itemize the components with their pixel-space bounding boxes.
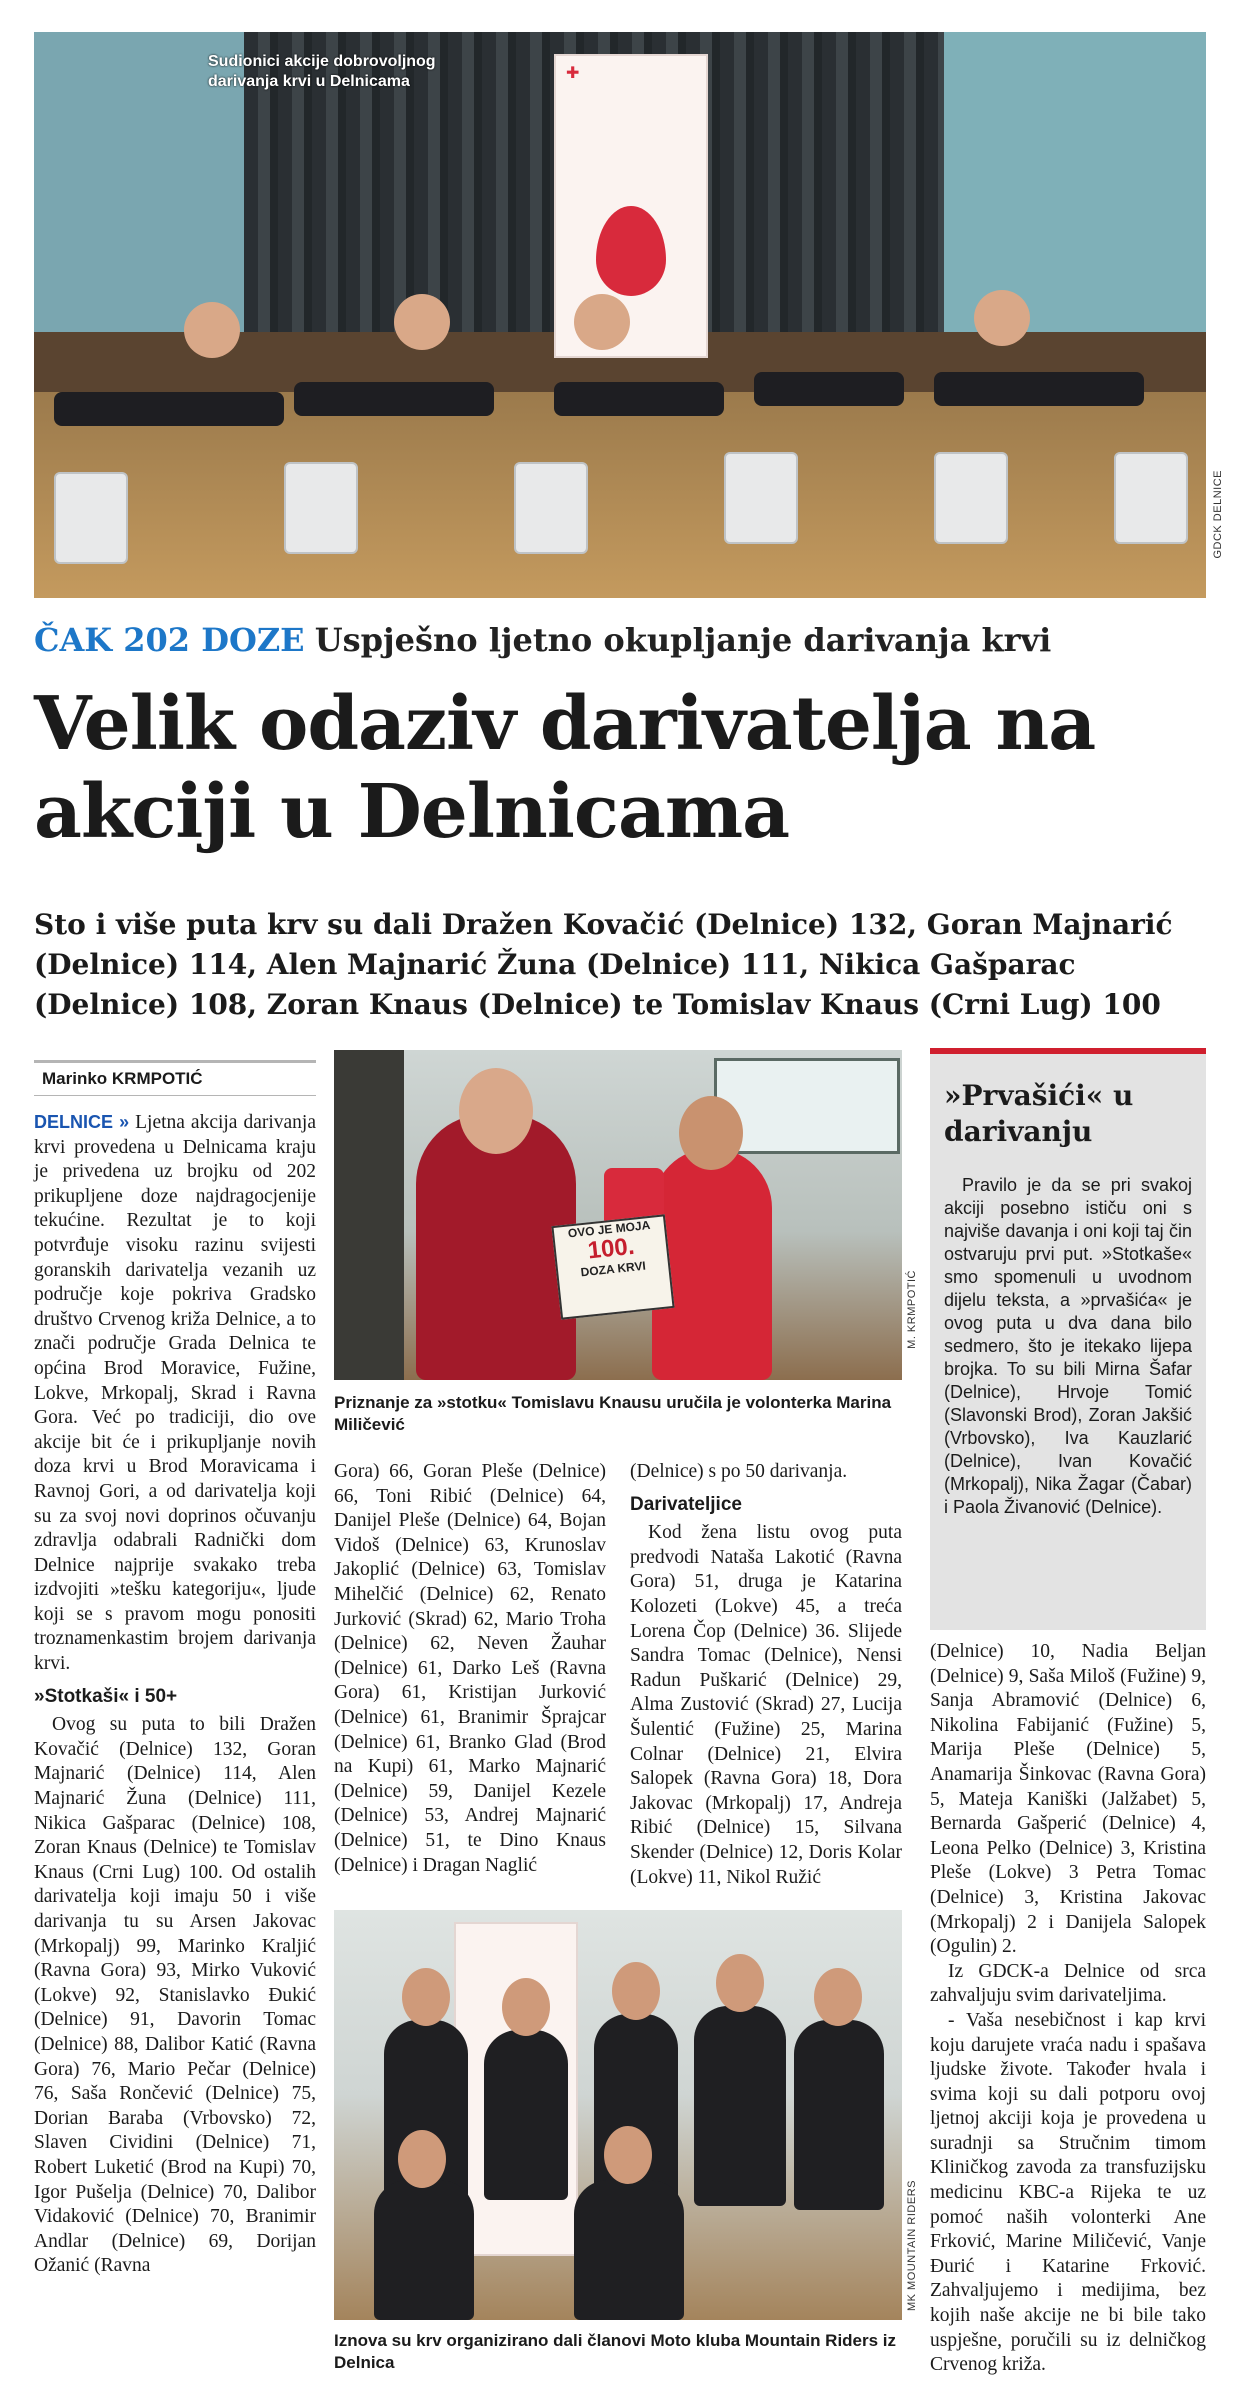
photo-caption: Priznanje za »stotku« Tomislavu Knausu uručila je volonterka Marina Miličević — [334, 1393, 892, 1434]
donation-machine — [934, 452, 1008, 544]
headline: Velik odaziv darivatelja na akciji u Delnicama — [34, 681, 1096, 855]
article-column-2a — [334, 1460, 606, 1878]
photo-award-presentation — [334, 1050, 902, 1380]
article-lead — [34, 1110, 316, 1677]
photo-biker-head — [402, 1968, 450, 2026]
photo-biker — [794, 2020, 884, 2210]
photo-biker — [574, 2180, 684, 2320]
photo-credit: GDCK DELNICE — [1212, 470, 1224, 559]
photo-caption: Iznova su krv organizirano dali članovi Moto kluba Mountain Riders iz Delnica — [334, 2331, 897, 2372]
donor-person — [974, 290, 1030, 346]
lead-text: Ljetna akcija darivanja krvi provedena u Delnicama kraju je privedena uz brojku od 202 prikupljene doze najdragocjenije tekućine. Rezultat je to koji potvrđuje visoku razinu svijesti goranskih darivatelja vezanih uz područje koje pokriva Gradsko društvo Crvenog križa Delnice, a to znači područje Grada Delnica te općina Brod Moravice, Fužine, Lokve, Mrkopalj, Skrad i Ravna Gora. Već po tradiciji, dio ove akcije bit će i prikupljanje novih doza krvi u Brod Moravicama i Ravnoj Gori, a od darivatelja koji su za svoj novi doprinos očuvanju zdravlja odabrali Radnički dom Delnice najprije svakako treba izdvojiti »tešku kategoriju«, ljude koji se s pravom mogu ponositi troznamenkastim brojem darivanja krvi. — [34, 1112, 316, 1675]
blood-drop-icon — [596, 206, 666, 296]
photo-biker — [374, 2180, 474, 2320]
photo-moto-club — [334, 1910, 902, 2320]
photo-biker — [484, 2030, 568, 2200]
paragraph: Ovog su puta to bili Dražen Kovačić (Delnice) 132, Goran Majnarić (Delnice) 114, Alen Majnarić Žuna (Delnice) 111, Nikica Gašparac (Delnice) 108, Zoran Knaus (Delnice) te Tomislav Knaus (Crni Lug) 100. Od ostalih darivatelja koji imaju 50 i više darivanja tu su Arsen Jakovac (Mrkopalj) 99, Marinko Kraljić (Ravna Gora) 93, Mirko Vuković (Lokve) 92, Stanislavko Đukić (Delnice) 91, Davorin Tomac (Delnice) 88, Dalibor Katić (Ravna Gora) 76, Mario Pečar (Delnice) 76, Saša Rončević (Delnice) 75, Dorian Baraba (Vrbovsko) 72, Slaven Cividini (Delnice) 71, Robert Luketić (Brod na Kupi) 70, Igor Pušelja (Delnice) 70, Dalibor Vidaković (Delnice) 70, Branimir Andlar (Delnice) 69, Dorijan Ožanić (Ravna — [34, 1714, 316, 2277]
paragraph: Gora) 66, Goran Pleše (Delnice) 66, Toni Ribić (Delnice) 64, Danijel Pleše (Delnice) 64, Bojan Vidoš (Delnice) 63, Krunoslav Jakoplić (Delnice) 63, Tomislav Mihelčić (Delnice) 62, Renato Jurković (Skrad) 62, Mario Troha (Delnice) 62, Neven Žauhar (Delnice) 61, Darko Leš (Ravna Gora) 61, Kristijan Jurković (Delnice) 61, Branimir Šprajcar (Delnice) 61, Branko Glad (Brod na Kupi) 61, Marko Majnarić (Delnice) 59, Danijel Kezele (Delnice) 53, Andrej Majnarić (Delnice) 51, te Dino Knaus (Delnice) i Dragan Naglić — [334, 1461, 606, 1876]
sidebar-paragraph: Pravilo je da se pri svakoj akciji posebno ističu oni s najviše davanja i oni koji taj čin ostvaruju prvi put. »Stotkaše« smo spomenuli u uvodnom dijelu teksta, a »prvašića« je ovog puta u dva dana bilo sedmero, što je itekako lijepa brojka. To su bili Mirna Šafar (Delnice), Hrvoje Tomić (Slavonski Brod), Zoran Jakšić (Vrbovsko), Iva Kauzlarić (Delnice), Ivan Kovačić (Mrkopalj), Nika Žagar (Čabar) i Paola Živanović (Delnice). — [944, 1175, 1192, 1517]
donor-bed — [754, 372, 904, 406]
photo-credit: M. KRMPOTIĆ — [906, 1270, 918, 1349]
dateline: DELNICE » — [34, 1112, 130, 1132]
donor-bed — [54, 392, 284, 426]
section-heading-stotkasi: »Stotkaši« i 50+ — [34, 1685, 178, 1707]
donor-person — [574, 294, 630, 350]
sign-line: OVO JE MOJA — [567, 1217, 651, 1241]
photo-biker-head — [814, 1968, 862, 2026]
article-column-2b — [630, 1460, 902, 1890]
photo-caption-overlay: Sudionici akcije dobrovoljnog darivanja krvi u Delnicama — [208, 53, 436, 90]
red-cross-icon: ✚ — [566, 63, 580, 82]
photo-biker-head — [398, 2130, 446, 2188]
paragraph: - Vaša nesebičnost i kap krvi koju darujete vraća nadu i spašava ljudske živote. Također hvala i svima koji su dali potporu ovoj ljetnoj akciji koja je provedena u suradnji sa Stručnim timom Kliničkog zavoda za transfuzijsku medicinu KBC-a Rijeka te uz pomoć naših volonterki Ane Frković, Marine Miličević, Vanje Đurić i Katarine Frković. Zahvaljujemo i medijima, bez kojih naše akcije ne bi bile tako uspješne, poručili su iz delničkog Crvenog križa. — [930, 2009, 1206, 2376]
sidebar-box — [930, 1048, 1206, 1630]
subheadline: Sto i više puta krv su dali Dražen Kovačić (Delnice) 132, Goran Majnarić (Delnice) 114, Alen Majnarić Žuna (Delnice) 111, Nikica Gašparac (Delnice) 108, Zoran Knaus (Delnice) te Tomislav Knaus (Crni Lug) 100 — [34, 908, 1173, 1021]
sidebar-title: »Prvašići« u darivanju — [944, 1079, 1134, 1148]
article-column-3 — [930, 1640, 1206, 2378]
photo-biker-head — [502, 1978, 550, 2036]
article-column-1 — [34, 1110, 316, 2279]
paragraph: Kod žena listu ovog puta predvodi Nataša Lakotić (Ravna Gora) 51, druga je Katarina Kolozeti (Lokve) 45, a treća Lorena Čop (Delnice) 36. Slijede Sandra Tomac (Delnice), Nensi Radun Puškarić (Delnice) 29, Alma Zustović (Skrad) 27, Lucija Šulentić (Fužine) 25, Marina Colnar (Delnice) 21, Elvira Salopek (Ravna Gora) 18, Dora Jakovac (Mrkopalj) 17, Andreja Ribić (Delnice) 15, Silvana Skender (Delnice) 12, Doris Kolar (Lokve) 11, Nikol Ružić — [630, 1522, 902, 1888]
photo-door — [334, 1050, 404, 1380]
donation-machine — [514, 462, 588, 554]
photo-woman-head — [679, 1096, 743, 1170]
kicker-highlight: ČAK 202 DOZE — [34, 621, 305, 659]
sign-number: 100. — [586, 1232, 636, 1265]
main-photo-blood-donors — [34, 32, 1206, 598]
kicker-text: Uspješno ljetno okupljanje darivanja krvi — [314, 621, 1052, 659]
sign-line: DOZA KRVI — [579, 1258, 647, 1280]
donor-person — [184, 302, 240, 358]
photo-biker-head — [716, 1954, 764, 2012]
photo-biker-head — [604, 2126, 652, 2184]
sidebar-text — [944, 1174, 1192, 1519]
photo-man-head — [459, 1068, 533, 1154]
award-sign — [551, 1214, 674, 1319]
donor-bed — [294, 382, 494, 416]
paragraph: (Delnice) s po 50 darivanja. — [630, 1461, 848, 1482]
donor-bed — [554, 382, 724, 416]
donor-bed — [934, 372, 1144, 406]
byline: Marinko KRMPOTIĆ — [34, 1060, 316, 1096]
paragraph: (Delnice) 10, Nadia Beljan (Delnice) 9, Saša Miloš (Fužine) 9, Sanja Abramović (Delnice) 6, Nikolina Fabijanić (Fužine) 5, Marija Pleše (Delnice) 5, Anamarija Šinkovac (Ravna Gora) 5, Mateja Kaniški (Jalžabet) 5, Bernarda Gašperić (Delnice) 4, Leona Pelko (Delnice) 3, Kristina Pleše (Lokve) 3 Petra Tomac (Delnice) 3, Kristina Jakovac (Mrkopalj) 2 i Danijela Salopek (Ogulin) 2. — [930, 1641, 1206, 1958]
kicker — [34, 620, 1206, 660]
donation-machine — [724, 452, 798, 544]
donation-machine — [54, 472, 128, 564]
paragraph: Iz GDCK-a Delnice od srca zahvaljuju svim darivateljima. — [930, 1960, 1206, 2007]
photo-biker — [694, 2006, 786, 2206]
donor-person — [394, 294, 450, 350]
photo-biker-head — [612, 1962, 660, 2020]
donation-machine — [284, 462, 358, 554]
donation-machine — [1114, 452, 1188, 544]
section-heading-darivateljice: Darivateljice — [630, 1493, 742, 1515]
photo-credit: MK MOUNTAIN RIDERS — [906, 2180, 918, 2312]
